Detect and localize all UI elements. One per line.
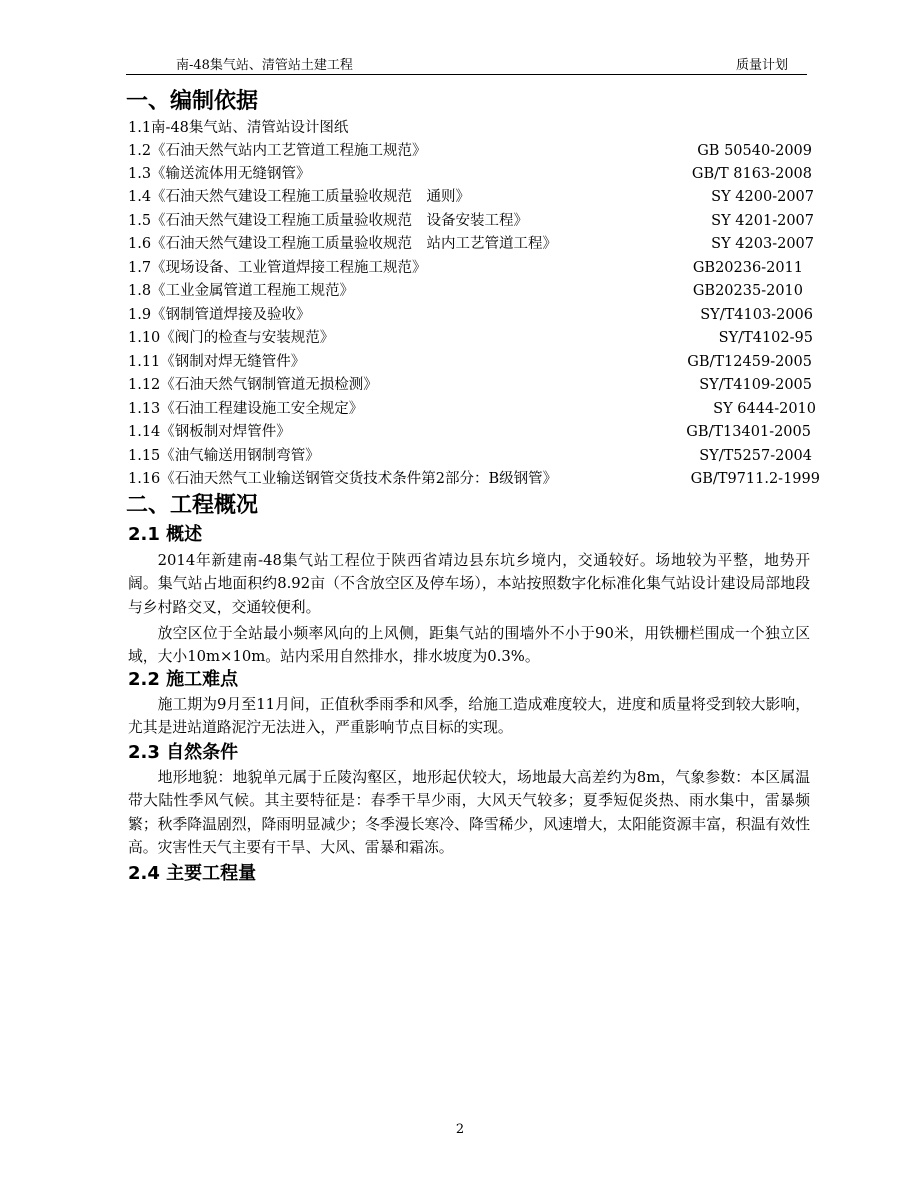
reference-item-code: SY/T4109-2005: [699, 377, 812, 393]
reference-item-text: 1.15《油气输送用钢制弯管》: [128, 448, 320, 464]
reference-item-code: GB20236-2011: [692, 260, 803, 276]
reference-item-text: 1.14《钢板制对焊管件》: [128, 424, 291, 440]
reference-item-code: SY/T5257-2004: [699, 448, 812, 464]
page-number: 2: [455, 1122, 465, 1137]
subsection-2-3-paragraph-1: 地形地貌：地貌单元属于丘陵沟壑区，地形起伏较大，场地最大高差约为8m，气象参数：本区属温带大陆性季风气候。其主要特征是：春季干旱少雨，大风天气较多；夏季短促炎热、雨水集中，雷暴频繁；秋季降温剧烈，降雨明显减少；冬季漫长寒冷、降雪稀少，风速增大，太阳能资源丰富，积温有效性高。灾害性天气主要有干旱、大风、雷暴和霜冻。: [128, 769, 810, 857]
subsection-2-1-title: 2.1 概述: [128, 524, 203, 545]
header-rule: [126, 74, 807, 75]
reference-item-text: 1.11《钢制对焊无缝管件》: [128, 354, 306, 370]
subsection-2-2-title: 2.2 施工难点: [128, 669, 239, 690]
reference-item-text: 1.4《石油天然气建设工程施工质量验收规范 通则》: [128, 189, 471, 205]
reference-item-code: GB20235-2010: [692, 283, 803, 299]
reference-item-code: GB 50540-2009: [697, 143, 812, 159]
reference-item-text: 1.16《石油天然气工业输送钢管交货技术条件第2部分：B级钢管》: [128, 471, 558, 487]
reference-item-text: 1.5《石油天然气建设工程施工质量验收规范 设备安装工程》: [128, 213, 529, 229]
header-project-name: 南-48集气站、清管站土建工程: [176, 58, 353, 73]
reference-item-text: 1.2《石油天然气站内工艺管道工程施工规范》: [128, 143, 427, 159]
reference-item-text: 1.3《输送流体用无缝钢管》: [128, 166, 311, 182]
reference-item-text: 1.12《石油天然气钢制管道无损检测》: [128, 377, 378, 393]
reference-item-text: 1.10《阀门的检查与安装规范》: [128, 330, 335, 346]
reference-item-code: SY 6444-2010: [713, 401, 816, 417]
subsection-2-3-title: 2.3 自然条件: [128, 742, 239, 763]
subsection-2-1-paragraph-1: 2014年新建南-48集气站工程位于陕西省靖边县东坑乡境内，交通较好。场地较为平整，地势开阔。集气站占地面积约8.92亩（不含放空区及停车场），本站按照数字化标准化集气站设计建设局部地段与乡村路交叉，交通较便利。: [128, 552, 810, 616]
reference-item-code: GB/T13401-2005: [686, 424, 811, 440]
reference-item-code: SY 4201-2007: [711, 213, 814, 229]
reference-item-code: GB/T 8163-2008: [691, 166, 812, 182]
reference-item-text: 1.6《石油天然气建设工程施工质量验收规范 站内工艺管道工程》: [128, 236, 558, 252]
reference-item-code: SY 4203-2007: [711, 236, 814, 252]
reference-item-code: GB/T9711.2-1999: [690, 471, 820, 487]
reference-item-code: SY 4200-2007: [711, 189, 814, 205]
section1-title: 一、编制依据: [126, 89, 259, 114]
header-doc-type: 质量计划: [735, 58, 788, 73]
reference-item-text: 1.1南-48集气站、清管站设计图纸: [128, 120, 349, 136]
subsection-2-1-paragraph-2: 放空区位于全站最小频率风向的上风侧，距集气站的围墙外不小于90米，用铁栅栏围成一个独立区域，大小10m×10m。站内采用自然排水，排水坡度为0.3%。: [128, 625, 810, 666]
reference-item-text: 1.13《石油工程建设施工安全规定》: [128, 401, 364, 417]
reference-item-text: 1.7《现场设备、工业管道焊接工程施工规范》: [128, 260, 427, 276]
subsection-2-2-paragraph-1: 施工期为9月至11月间，正值秋季雨季和风季，给施工造成难度较大，进度和质量将受到较大影响，尤其是进站道路泥泞无法进入，严重影响节点目标的实现。: [128, 696, 810, 737]
reference-item-text: 1.8《工业金属管道工程施工规范》: [128, 283, 355, 299]
reference-item-text: 1.9《钢制管道焊接及验收》: [128, 307, 311, 323]
reference-item-code: SY/T4102-95: [718, 330, 813, 346]
reference-item-code: GB/T12459-2005: [687, 354, 812, 370]
reference-item-code: SY/T4103-2006: [700, 307, 813, 323]
section2-title: 二、工程概况: [126, 493, 259, 518]
subsection-2-4-title: 2.4 主要工程量: [128, 863, 257, 884]
